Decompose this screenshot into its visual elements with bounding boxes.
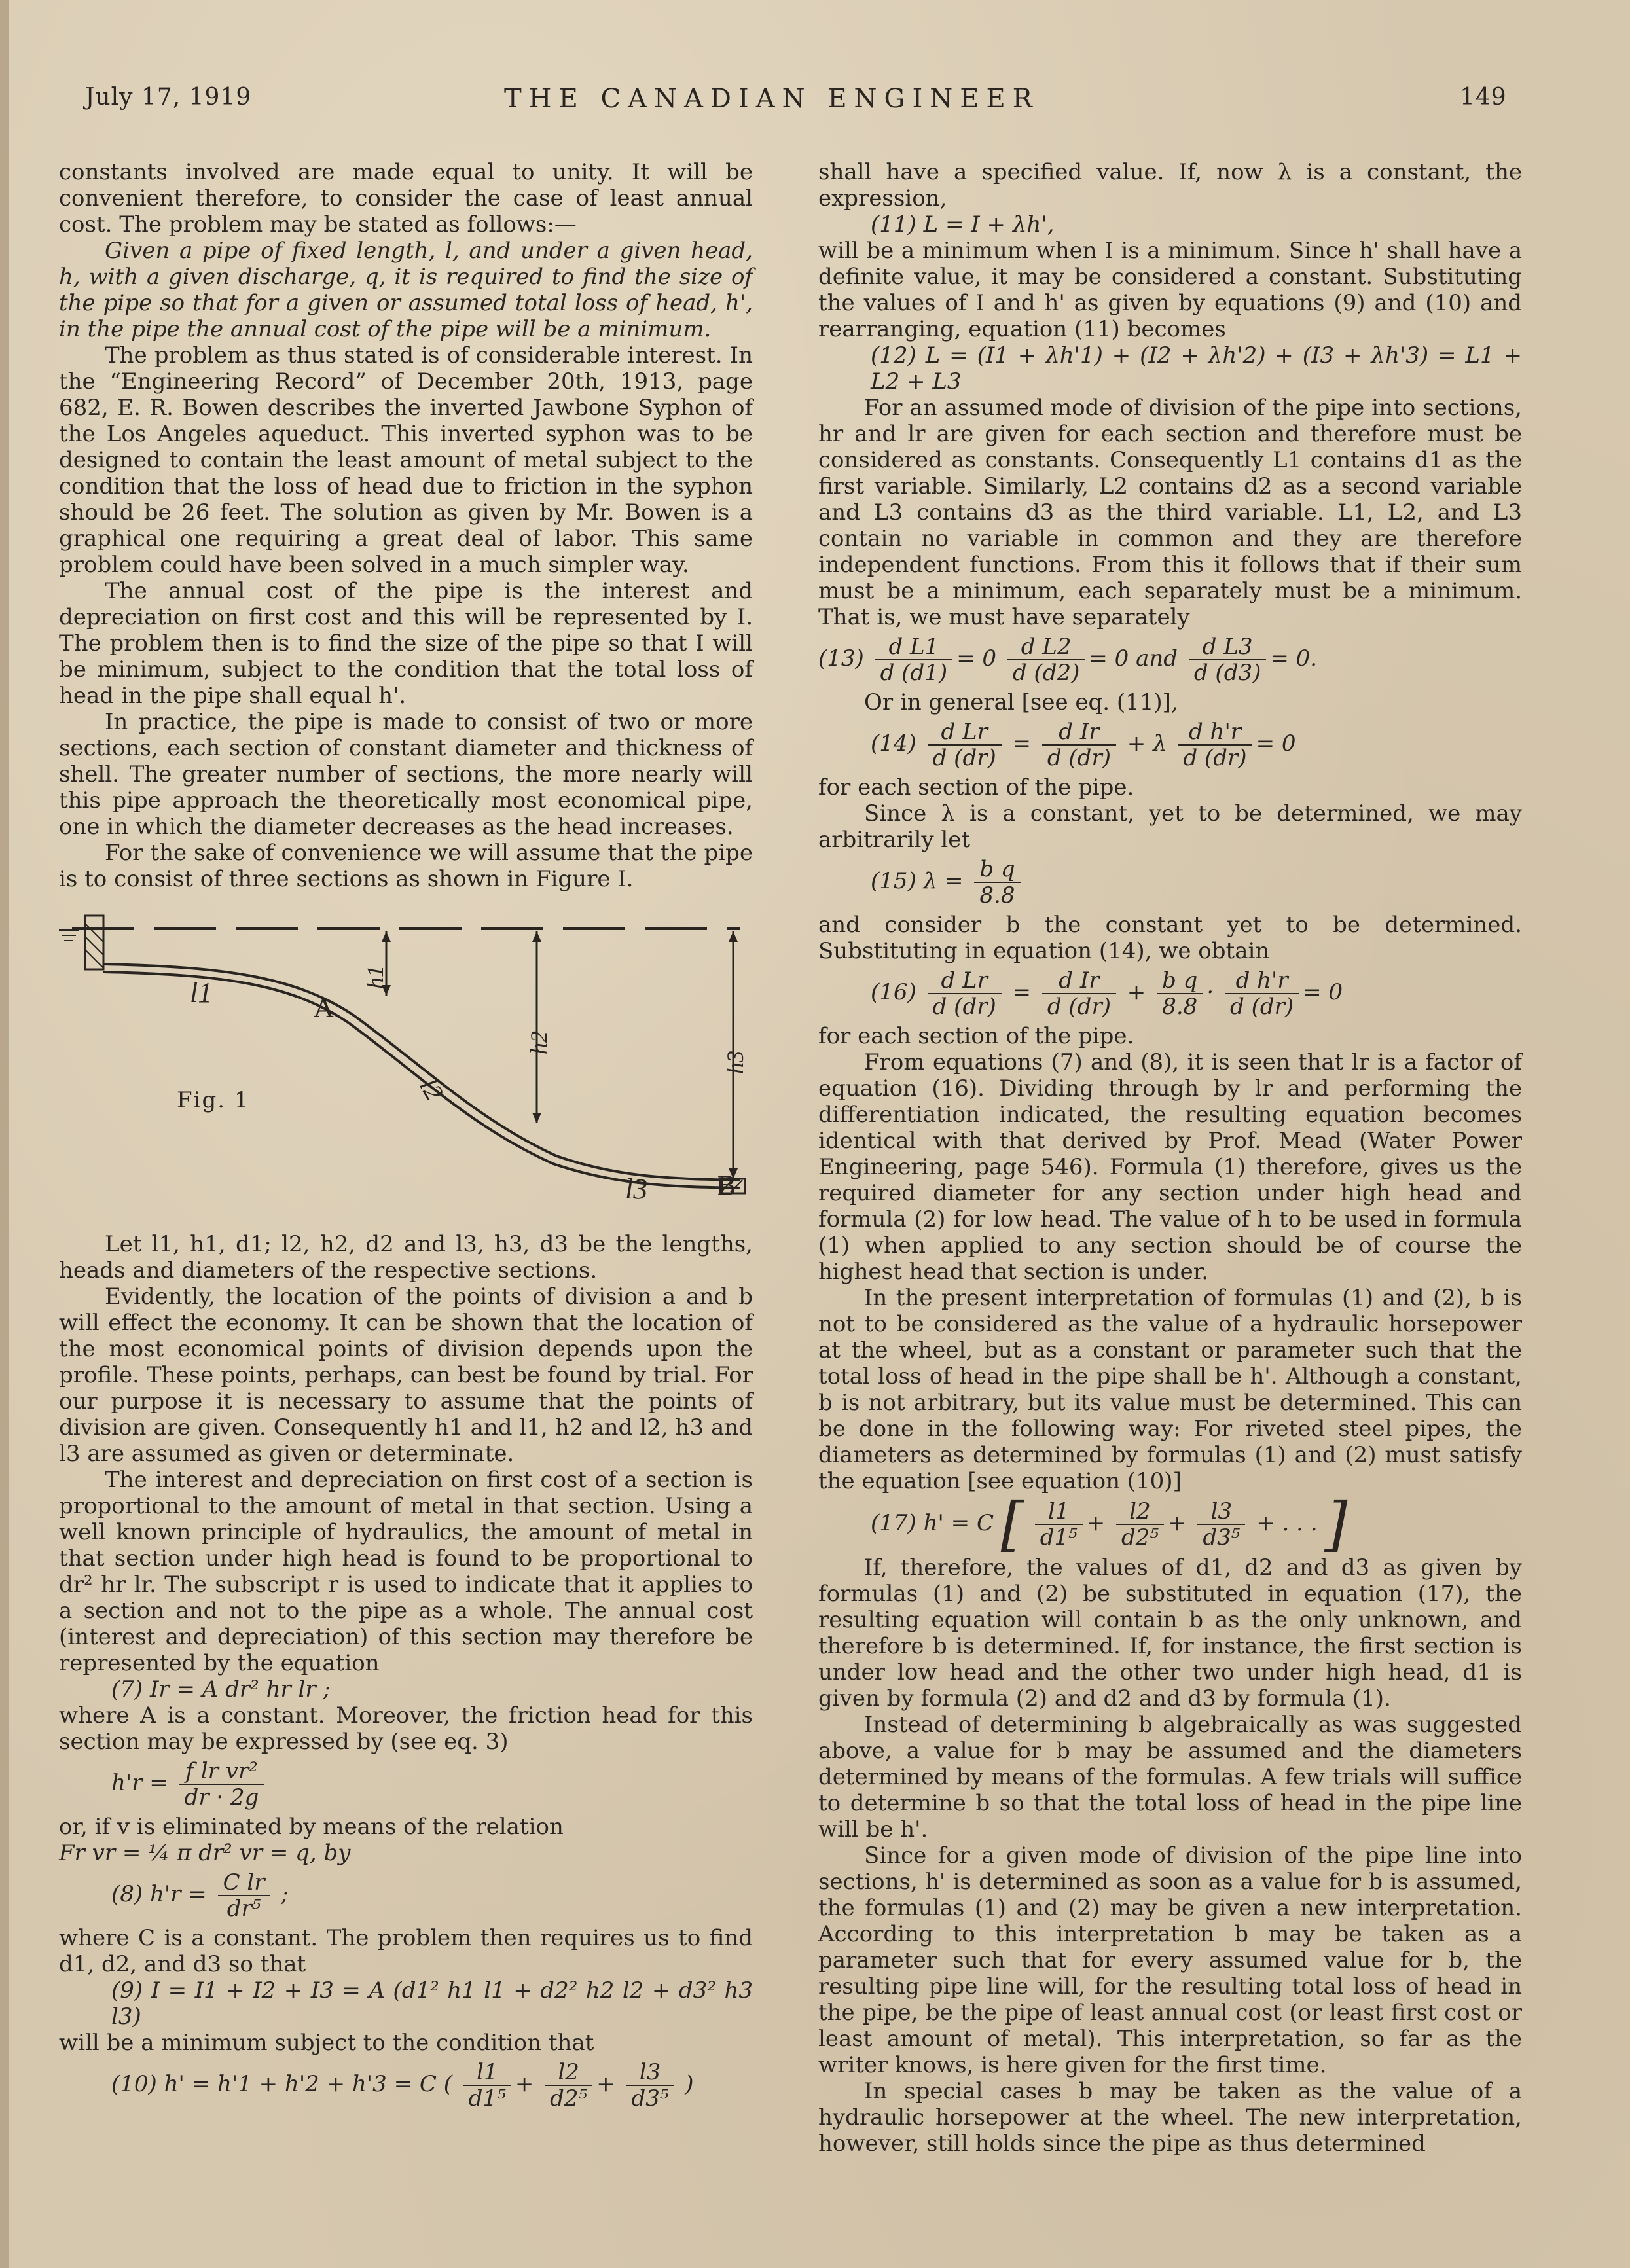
equation-17: (17) h' = C [ $\frac{l1}{\text{d1⁵}}$ + $\frac{l2}{\text{d2⁵}}$ + $\frac{l3}{\text{d3⁵}}$ + . . . ] xyxy=(871,1490,1348,1558)
equation-12: (12) L = (I1 + λh'1) + (I2 + λh'2) + (I3 + λh'3) = L1 + L2 + L3 xyxy=(871,342,1522,395)
left-column xyxy=(59,159,753,2115)
paragraph: If, therefore, the values of d1, d2 and d3 as given by formulas (1) and (2) be substituted in equation (17), the resulting equation will contain b as the only unknown, and therefore b is determined. If, for instance, the first section is under low head and the other two under high head, d1 is given by formula (2) and d2 and d3 by formula (1). xyxy=(818,1555,1522,1712)
paragraph: Instead of determining b algebraically as was suggested above, a value for b may be assumed and the diameters determined by means of the formulas. A few trials will suffice to determine b so that the total loss of head in the pipe line will be h'. xyxy=(818,1712,1522,1843)
page-edge xyxy=(0,0,9,2268)
paragraph: or, if v is eliminated by means of the relation xyxy=(59,1814,564,1840)
paragraph: constants involved are made equal to unity. It will be convenient therefore, to consider the case of least annual cost. The problem may be stated as follows:— xyxy=(59,159,753,238)
point-a-label: A xyxy=(314,994,333,1024)
friction-head-equation: h'r = $\frac{\text{f lr vr²}}{dr \cdot 2g}$ xyxy=(59,1759,753,1810)
relation-equation: Fr vr = ¼ π dr² vr = q, by xyxy=(59,1840,351,1866)
paragraph: In the present interpretation of formulas (1) and (2), b is not to be considered as the value of a hydraulic horsepower at the wheel, but as a constant or parameter such that the total loss of head in the pipe shall be h'. Although a constant, b is not arbitrary, but its value must be determined. This can be done in the following way: For riveted steel pipes, the diameters as determined by formulas (1) and (2) must satisfy the equation [see equation (10)] xyxy=(818,1285,1522,1494)
paragraph: Since λ is a constant, yet to be determined, we may arbitrarily let xyxy=(818,801,1522,853)
equation-16: (16) $\frac{\text{d Lr}}{d (dr)}$ = $\frac{\text{d Ir}}{d (dr)}$ + $\frac{\text{b q}}{8.8}$ · $\frac{\text{d h'r}}{d (dr)}$ = 0 xyxy=(871,967,1343,1020)
paragraph: In practice, the pipe is made to consist of two or more sections, each section of constant diameter and thickness of shell. The greater number of sections, the more nearly will this pipe approach the theoretically most economical pipe, one in which the diameter decreases as the head increases. xyxy=(59,709,753,840)
equation-13: (13) $\frac{\text{d L1}}{d (d1)}$ = 0 $\frac{\text{d L2}}{d (d2)}$ = 0 and $\frac{\text{d L3}}{d (d3)}$ = 0. xyxy=(818,634,1318,686)
paragraph: and consider b the constant yet to be determined. Substituting in equation (14), we obtain xyxy=(818,912,1522,964)
paragraph: will be a minimum when I is a minimum. Since h' shall have a definite value, it may be considered a constant. Substituting the values of I and h' as given by equations (9) and (10) and rearranging, equation (11) becomes xyxy=(818,238,1522,342)
reservoir-wall xyxy=(85,916,103,969)
equation-9: (9) I = I1 + I2 + I3 = A (d1² h1 l1 + d2² h2 l2 + d3² h3 l3) xyxy=(111,1977,753,2030)
journal-title: THE CANADIAN ENGINEER xyxy=(504,84,1040,114)
label-h1: h1 xyxy=(362,965,388,989)
paragraph: for each section of the pipe. xyxy=(818,1023,1134,1049)
page-number: 149 xyxy=(1460,84,1507,111)
paragraph: for each section of the pipe. xyxy=(818,774,1134,801)
paragraph: shall have a specified value. If, now λ is a constant, the expression, xyxy=(818,159,1522,211)
paragraph: The interest and depreciation on first cost of a section is proportional to the amount of metal in that section. Using a well known principle of hydraulics, the amount of metal in that section under high head is found to be proportional to dr² hr lr. The subscript r is used to indicate that it applies to a section and not to the pipe as a whole. The annual cost (interest and depreciation) of this section may therefore be represented by the equation xyxy=(59,1467,753,1676)
label-h2: h2 xyxy=(526,1031,552,1054)
paragraph: The annual cost of the pipe is the interest and depreciation on first cost and this will be represented by I. The problem then is to find the size of the pipe so that I will be minimum, subject to the condition that the total loss of head in the pipe shall equal h'. xyxy=(59,578,753,709)
paragraph: The problem as thus stated is of considerable interest. In the “Engineering Record” of December 20th, 1913, page 682, E. R. Bowen describes the inverted Jawbone Syphon of the Los Angeles aqueduct. This inverted syphon was to be designed to contain the least amount of metal subject to the condition that the loss of head due to friction in the syphon should be 26 feet. The solution as given by Mr. Bowen is a graphical one requiring a great deal of labor. This same problem could have been solved in a much simpler way. xyxy=(59,342,753,578)
paragraph: will be a minimum subject to the condition that xyxy=(59,2030,594,2056)
paragraph: For the sake of convenience we will assume that the pipe is to consist of three sections as shown in Figure I. xyxy=(59,840,753,892)
paragraph: Or in general [see eq. (11)], xyxy=(864,689,1178,715)
label-l3: l3 xyxy=(625,1173,648,1205)
label-l1: l1 xyxy=(190,977,213,1009)
issue-date: July 17, 1919 xyxy=(85,84,252,111)
paragraph: Let l1, h1, d1; l2, h2, d2 and l3, h3, d3 be the lengths, heads and diameters of the respective sections. xyxy=(59,1231,753,1284)
paragraph: Since for a given mode of division of the pipe line into sections, h' is determined as soon as a value for b is assumed, the formulas (1) and (2) may be given a new interpretation. According to this interpretation b may be taken as a parameter such that for every assumed value for b, the resulting pipe line will, for the resulting total loss of head in the pipe, be the pipe of least annual cost (or least first cost or least amount of metal). This interpretation, so far as the writer knows, is here given for the first time. xyxy=(818,1843,1522,2078)
label-h3: h3 xyxy=(722,1051,748,1074)
figure-caption: Fig. 1 xyxy=(177,1087,250,1113)
pipe-profile-diagram xyxy=(59,904,753,1218)
paragraph: where C is a constant. The problem then requires us to find d1, d2, and d3 so that xyxy=(59,1925,753,1977)
equation-7: (7) Ir = A dr² hr lr ; xyxy=(111,1676,331,1702)
equation-14: (14) $\frac{\text{d Lr}}{d (dr)}$ = $\frac{\text{d Ir}}{d (dr)}$ + λ $\frac{\text{d h'r}}{d (dr)}$ = 0 xyxy=(871,719,1296,771)
equation-10: (10) h' = h'1 + h'2 + h'3 = C ( $\frac{l1}{\text{d1⁵}}$ + $\frac{l2}{\text{d2⁵}}$ + $\frac{l3}{\text{d3⁵}}$ ) xyxy=(111,2059,694,2112)
paragraph: where A is a constant. Moreover, the friction head for this section may be expressed by (see eq. 3) xyxy=(59,1702,753,1755)
point-b-label: B xyxy=(717,1172,736,1202)
equation-15: (15) λ = $\frac{\text{b q}}{8.8}$ xyxy=(818,857,1522,908)
problem-statement: Given a pipe of fixed length, l, and under a given head, h, with a given discharge, q, it is required to find the size of the pipe so that for a given or assumed total loss of head, h', in the pipe the annual cost of the pipe will be a minimum. xyxy=(59,238,753,342)
equation-8: (8) h'r = $\frac{\text{C lr}}{\text{dr⁵}}$ ; xyxy=(111,1869,289,1922)
paragraph: For an assumed mode of division of the pipe into sections, hr and lr are given for each section and therefore must be considered as constants. Consequently L1 contains d1 as the first variable. Similarly, L2 contains d2 as a second variable and L3 contains d3 as the third variable. L1, L2, and L3 contain no variable in common and they are therefore independent functions. From this it follows that if their sum must be a minimum, each separately must be a minimum. That is, we must have separately xyxy=(818,395,1522,630)
label-l2: l2 xyxy=(414,1073,450,1106)
paragraph: From equations (7) and (8), it is seen that lr is a factor of equation (16). Dividing through by lr and performing the differentiation indicated, the resulting equation becomes identical with that derived by Prof. Mead (Water Power Engineering, page 546). Formula (1) therefore, gives us the required diameter for any section under high head and formula (2) for low head. The value of h to be used in formula (1) when applied to any section should be of course the highest head that section is under. xyxy=(818,1049,1522,1285)
equation-11: (11) L = I + λh', xyxy=(871,211,1055,238)
paragraph: In special cases b may be taken as the value of a hydraulic horsepower at the wheel. The new interpretation, however, still holds since the pipe as thus determined xyxy=(818,2078,1522,2157)
paragraph: Evidently, the location of the points of division a and b will effect the economy. It can be shown that the location of the most economical points of division depends upon the profile. These points, perhaps, can best be found by trial. For our purpose it is necessary to assume that the points of division are given. Consequently h1 and l1, h2 and l2, h3 and l3 are assumed as given or determinate. xyxy=(59,1284,753,1467)
figure-1-pipe-profile xyxy=(59,904,753,1218)
right-column xyxy=(818,159,1522,2157)
